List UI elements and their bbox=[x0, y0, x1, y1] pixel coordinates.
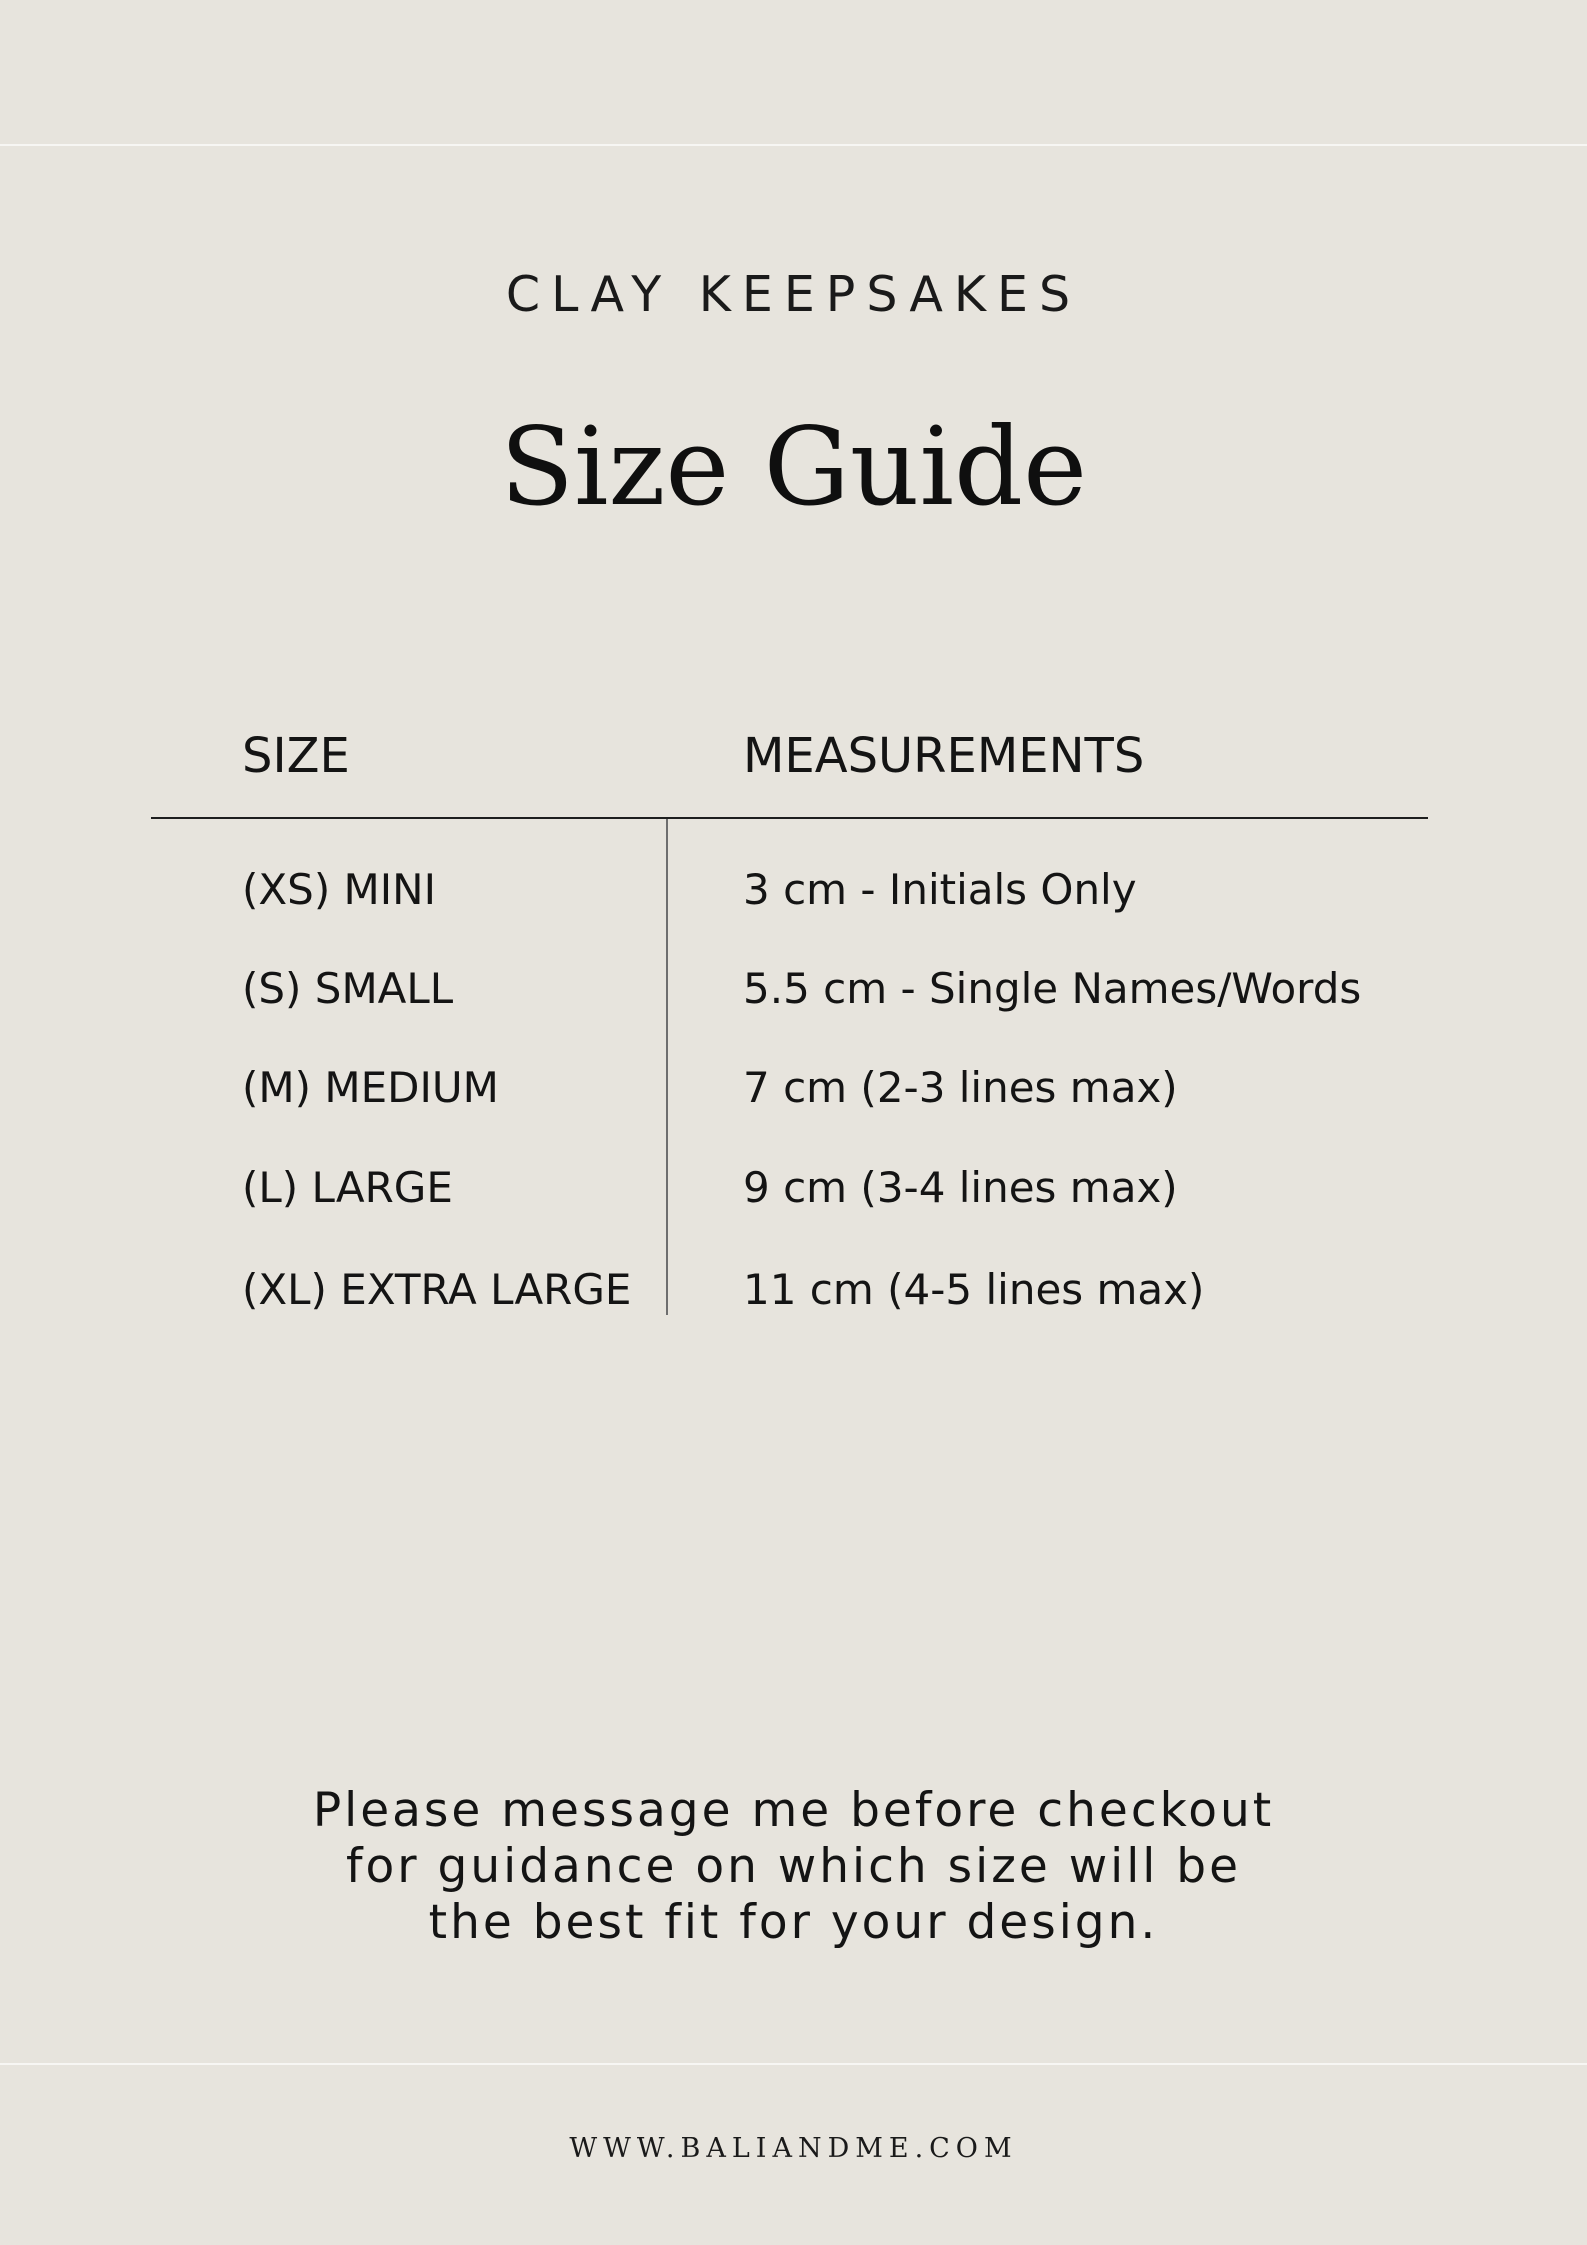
table-row bbox=[0, 1265, 1587, 1325]
top-divider bbox=[0, 144, 1587, 146]
page-title: Size Guide bbox=[499, 405, 1088, 530]
size-cell: (XL) EXTRA LARGE bbox=[242, 1265, 632, 1314]
note-line: the best fit for your design. bbox=[428, 1895, 1159, 1950]
table-header-rule bbox=[151, 817, 1428, 819]
table-row bbox=[0, 865, 1587, 925]
size-cell: (XS) MINI bbox=[242, 865, 436, 914]
measurement-cell: 7 cm (2-3 lines max) bbox=[743, 1063, 1178, 1112]
table-row bbox=[0, 964, 1587, 1024]
size-cell: (L) LARGE bbox=[242, 1163, 453, 1212]
size-column-header: SIZE bbox=[242, 728, 350, 784]
size-cell: (S) SMALL bbox=[242, 964, 454, 1013]
table-row bbox=[0, 1163, 1587, 1223]
note-line: for guidance on which size will be bbox=[345, 1839, 1242, 1894]
note-line: Please message me before checkout bbox=[312, 1783, 1275, 1838]
measurements-column-header: MEASUREMENTS bbox=[743, 728, 1145, 784]
size-cell: (M) MEDIUM bbox=[242, 1063, 499, 1112]
measurement-cell: 9 cm (3-4 lines max) bbox=[743, 1163, 1178, 1212]
website-link[interactable]: WWW.BALIANDME.COM bbox=[569, 2133, 1018, 2164]
checkout-note bbox=[0, 1783, 1587, 1951]
measurement-cell: 5.5 cm - Single Names/Words bbox=[743, 964, 1362, 1013]
measurement-cell: 3 cm - Initials Only bbox=[743, 865, 1137, 914]
table-row bbox=[0, 1063, 1587, 1123]
measurement-cell: 11 cm (4-5 lines max) bbox=[743, 1265, 1205, 1314]
bottom-divider bbox=[0, 2063, 1587, 2065]
brand-name: CLAY KEEPSAKES bbox=[505, 266, 1082, 323]
